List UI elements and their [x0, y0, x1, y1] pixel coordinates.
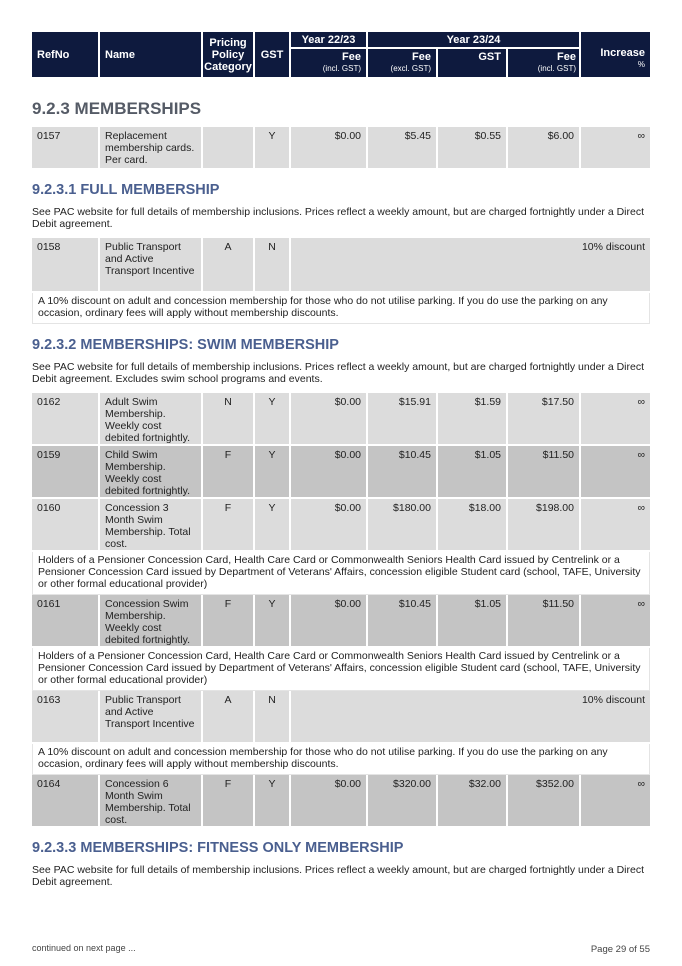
table-row [32, 691, 650, 744]
cell-fee-incl: $6.00 [508, 127, 581, 170]
cell-gst: Y [255, 393, 291, 446]
table-header [32, 32, 650, 77]
header-fee-incl-sub: (incl. GST) [537, 64, 576, 73]
header-fee-excl-label: Fee [412, 51, 431, 63]
table-row [32, 775, 650, 828]
cell-fee-prev: $0.00 [291, 446, 368, 499]
cell-category: F [203, 446, 255, 499]
cell-ref: 0160 [32, 499, 100, 552]
cell-fee-excl: $180.00 [368, 499, 438, 552]
cell-fee-excl: $320.00 [368, 775, 438, 828]
cell-ref: 0158 [32, 238, 100, 293]
cell-gst: N [255, 691, 291, 744]
section-title-memberships: 9.2.3 MEMBERSHIPS [32, 99, 202, 118]
row-note: Holders of a Pensioner Concession Card, Health Care Card or Commonwealth Seniors Health Card issued by Centrelink or a Pensioner Concession Card issued by Department of Veterans' Affairs, concession eligible Student card (school, TAFE, University or other formal educational provider) [32, 552, 650, 595]
cell-category: A [203, 691, 255, 744]
cell-discount: 10% discount [291, 238, 650, 293]
cell-category [203, 127, 255, 170]
table-row [32, 127, 650, 170]
cell-fee-incl: $198.00 [508, 499, 581, 552]
cell-ref: 0159 [32, 446, 100, 499]
section-description: See PAC website for full details of membership inclusions. Prices reflect a weekly amount, but are charged fortnightly under a Direct Debit agreement. [32, 206, 645, 230]
cell-discount: 10% discount [291, 691, 650, 744]
cell-increase: ∞ [581, 775, 650, 828]
cell-fee-incl: $11.50 [508, 595, 581, 648]
cell-fee-incl: $11.50 [508, 446, 581, 499]
cell-name: Child Swim Membership. Weekly cost debited fortnightly. [100, 446, 203, 499]
table-row [32, 499, 650, 552]
header-year2-label: Year 23/24 [368, 32, 579, 49]
header-gst-amount-label: GST [478, 51, 501, 63]
cell-gst-amount: $1.59 [438, 393, 508, 446]
cell-category: A [203, 238, 255, 293]
cell-name: Public Transport and Active Transport Incentive [100, 238, 203, 293]
cell-fee-incl: $352.00 [508, 775, 581, 828]
table-row [32, 595, 650, 648]
cell-ref: 0161 [32, 595, 100, 648]
cell-fee-excl: $10.45 [368, 446, 438, 499]
cell-gst-amount: $0.55 [438, 127, 508, 170]
cell-name: Concession 3 Month Swim Membership. Total cost. [100, 499, 203, 552]
cell-name: Public Transport and Active Transport Incentive [100, 691, 203, 744]
row-note: A 10% discount on adult and concession membership for those who do not utilise parking. If you do use the parking on any occasion, ordinary fees will apply without membership discounts. [32, 293, 650, 324]
cell-gst: Y [255, 775, 291, 828]
section-title-full-membership: 9.2.3.1 FULL MEMBERSHIP [32, 182, 220, 198]
footer-continued: continued on next page ... [32, 943, 136, 953]
section-description: See PAC website for full details of membership inclusions. Prices reflect a weekly amount, but are charged fortnightly under a Direct Debit agreement. Excludes swim school programs and events. [32, 361, 645, 385]
cell-name: Concession Swim Membership. Weekly cost debited fortnightly. [100, 595, 203, 648]
cell-name: Concession 6 Month Swim Membership. Total cost. [100, 775, 203, 828]
cell-gst: Y [255, 595, 291, 648]
header-refno: RefNo [32, 32, 100, 77]
cell-ref: 0162 [32, 393, 100, 446]
cell-category: F [203, 595, 255, 648]
cell-category: N [203, 393, 255, 446]
section-description: See PAC website for full details of membership inclusions. Prices reflect a weekly amount, but are charged fortnightly under a Direct Debit agreement. [32, 864, 645, 888]
cell-ref: 0163 [32, 691, 100, 744]
header-year1-fee-label: Fee [342, 51, 361, 63]
header-increase [581, 32, 650, 77]
header-gst-amount [438, 49, 508, 77]
header-gst: GST [255, 32, 291, 77]
cell-gst: Y [255, 127, 291, 170]
header-fee-incl [508, 49, 581, 77]
header-year2 [368, 32, 581, 77]
fees-page [32, 32, 650, 896]
cell-fee-excl: $15.91 [368, 393, 438, 446]
header-name: Name [100, 32, 203, 77]
cell-gst-amount: $1.05 [438, 595, 508, 648]
header-fee-excl-sub: (excl. GST) [390, 64, 431, 73]
cell-ref: 0157 [32, 127, 100, 170]
header-increase-label: Increase [600, 46, 645, 59]
cell-increase: ∞ [581, 499, 650, 552]
header-increase-sub: % [637, 59, 645, 69]
section-title-swim-membership: 9.2.3.2 MEMBERSHIPS: SWIM MEMBERSHIP [32, 337, 339, 353]
cell-fee-prev: $0.00 [291, 393, 368, 446]
table-row [32, 238, 650, 293]
section-title-fitness-membership: 9.2.3.3 MEMBERSHIPS: FITNESS ONLY MEMBERSHIP [32, 840, 404, 856]
header-year1-label: Year 22/23 [291, 32, 366, 49]
header-fee-excl [368, 49, 438, 77]
row-note: Holders of a Pensioner Concession Card, Health Care Card or Commonwealth Seniors Health Card issued by Centrelink or a Pensioner Concession Card issued by Department of Veterans' Affairs, concession eligible Student card (school, TAFE, University or other formal educational provider) [32, 648, 650, 691]
header-fee-incl-label: Fee [557, 51, 576, 63]
cell-category: F [203, 499, 255, 552]
cell-category: F [203, 775, 255, 828]
cell-fee-prev: $0.00 [291, 127, 368, 170]
cell-ref: 0164 [32, 775, 100, 828]
cell-gst: Y [255, 446, 291, 499]
cell-fee-excl: $5.45 [368, 127, 438, 170]
footer-page-number: Page 29 of 55 [590, 944, 650, 955]
cell-increase: ∞ [581, 127, 650, 170]
cell-increase: ∞ [581, 595, 650, 648]
cell-gst-amount: $1.05 [438, 446, 508, 499]
cell-fee-prev: $0.00 [291, 499, 368, 552]
cell-fee-prev: $0.00 [291, 775, 368, 828]
table-row [32, 446, 650, 499]
row-note: A 10% discount on adult and concession membership for those who do not utilise parking. If you do use the parking on any occasion, ordinary fees will apply without membership discounts. [32, 744, 650, 775]
cell-fee-excl: $10.45 [368, 595, 438, 648]
cell-increase: ∞ [581, 393, 650, 446]
table-row [32, 393, 650, 446]
cell-fee-prev: $0.00 [291, 595, 368, 648]
cell-name: Replacement membership cards. Per card. [100, 127, 203, 170]
cell-gst: Y [255, 499, 291, 552]
cell-gst-amount: $32.00 [438, 775, 508, 828]
header-year1-fee [291, 49, 366, 77]
cell-gst-amount: $18.00 [438, 499, 508, 552]
cell-increase: ∞ [581, 446, 650, 499]
header-year1-fee-sub: (incl. GST) [322, 64, 361, 73]
header-pricing: Pricing Policy Category [203, 32, 255, 77]
cell-name: Adult Swim Membership. Weekly cost debited fortnightly. [100, 393, 203, 446]
cell-fee-incl: $17.50 [508, 393, 581, 446]
header-year1 [291, 32, 368, 77]
cell-gst: N [255, 238, 291, 293]
